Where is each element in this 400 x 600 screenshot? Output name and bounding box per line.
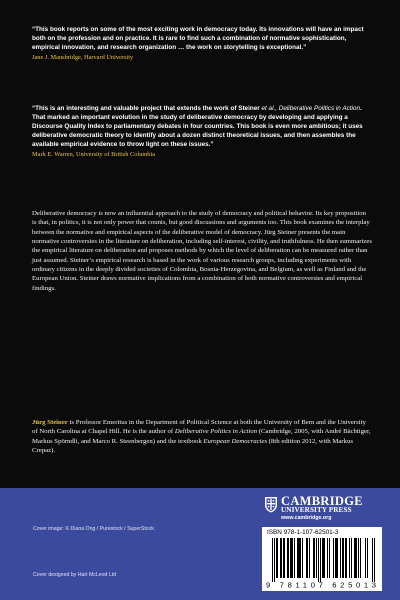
barcode-bar <box>337 538 338 578</box>
barcode-bar <box>374 538 375 582</box>
barcode-bar <box>302 538 303 578</box>
barcode-bar <box>313 538 314 578</box>
barcode-bar <box>367 538 368 578</box>
publisher-url: www.cambridge.org <box>281 515 332 521</box>
barcode-bar <box>342 538 343 578</box>
barcode-bar <box>355 538 356 578</box>
barcode-bar <box>343 538 344 578</box>
cover-image-credit: Cover image: © Diana Ong / Purestock / SuperStock. <box>33 526 156 532</box>
barcode-bar <box>324 538 325 578</box>
bio-text: is Professor Emeritus in the Department of Political Science at both the University of Bern and the University of North Carolina at Chapel Hill. He is the author of <box>32 419 366 436</box>
endorsement-attribution: Jane J. Mansbridge, Harvard University <box>32 54 134 62</box>
barcode-bar <box>287 538 288 578</box>
barcode-bar <box>280 538 281 578</box>
barcode-bar <box>340 538 341 578</box>
barcode-bar <box>284 538 285 578</box>
barcode-bar <box>288 538 289 578</box>
publisher-subtitle: UNIVERSITY PRESS <box>281 506 352 514</box>
barcode-bar <box>372 538 373 582</box>
barcode-bar <box>290 538 291 578</box>
endorsement-warren <box>32 104 372 160</box>
quote-book-title: et al., Deliberative Politics in Action <box>261 105 360 112</box>
endorsement-attribution: Mark E. Warren, University of British Columbia <box>32 151 156 159</box>
barcode-bar <box>354 538 355 578</box>
barcode-bar <box>281 538 282 578</box>
barcode-bar <box>349 538 350 578</box>
barcode-bar <box>294 538 295 578</box>
barcode-bar <box>300 538 301 578</box>
endorsement-quote <box>32 104 372 149</box>
endorsement-mansbridge <box>32 25 372 62</box>
quote-text: . That marked an important evolution in the study of deliberative democracy by developing and applying a Discourse Quality Index to parliamentary debates in four countries. This book is even more ambitious; it uses deliberative democratic theory to identify about a dozen distinct theoretical issues, and then assembles the available empirical evidence to throw light on these issues.” <box>32 105 363 149</box>
bio-book-title: European Democracies <box>203 437 268 445</box>
barcode-bar <box>276 538 277 578</box>
barcode-bar <box>272 538 273 582</box>
barcode-bar <box>322 538 323 578</box>
quote-text: “This is an interesting and valuable project that extends the work of Steiner <box>32 105 262 112</box>
crest-icon <box>264 496 278 513</box>
barcode-bar <box>365 538 366 578</box>
bio-book-title: Deliberative Politics in Action <box>174 428 258 436</box>
barcode-bar <box>318 538 319 582</box>
barcode-bar <box>283 538 284 578</box>
barcode-bar <box>356 538 357 578</box>
barcode-bar <box>291 538 292 578</box>
book-description: Deliberative democracy is now an influential approach to the study of democracy and political behavior. Its key proposition is that, in politics, it is not only power that counts, but good discussions and arguments too. This book examines the interplay between the normative and empirical aspects of the deliberative model of democracy. Jürg Steiner presents the main normative controversies in the literature on deliberation, including self-interest, civility, and truthfulness. He then summarizes the empirical literature on deliberation and proposes methods by which the level of deliberation can be measured rather than just assumed. Steiner’s empirical research is based in the work of various research groups, including experiments with ordinary citizens in the deeply divided societies of Colombia, Bosnia-Herzegovina, and Belgium, as well as Finland and the European Union. Steiner draws normative implications from a combination of both normative controversies and empirical findings. <box>32 210 372 292</box>
barcode-bar <box>298 538 299 578</box>
barcode-bar <box>345 538 346 578</box>
isbn-barcode <box>262 527 382 591</box>
barcode-bar <box>329 538 330 578</box>
barcode-bar <box>358 538 359 578</box>
barcode-bar <box>316 538 317 578</box>
barcode-bar <box>351 538 352 578</box>
barcode-bar <box>335 538 336 578</box>
barcode-bar <box>323 538 324 578</box>
barcode-bar <box>299 538 300 578</box>
barcode-bar <box>360 538 361 578</box>
barcode-bar <box>307 538 308 578</box>
barcode-digits: 9 781107 625013 <box>266 580 376 589</box>
barcode-bar <box>320 538 321 582</box>
barcode-bar <box>327 538 328 578</box>
author-bio <box>32 418 372 455</box>
barcode-bar <box>292 538 293 578</box>
cover-design-credit: Cover designed by Hart McLeod Ltd <box>33 572 117 578</box>
barcode-bar <box>314 538 315 578</box>
barcode-bar <box>306 538 307 578</box>
barcode-bar <box>346 538 347 578</box>
bio-text: (8th edition 2012, with Markus Crepaz). <box>32 437 353 455</box>
endorsement-quote: “This book reports on some of the most exciting work in democracy today. Its innovations will have an impact both on the profession and on practice. It is rare to find such a combination of normative sophistication, empirical innovation, and research organization … the work on storytelling is exceptional.” <box>32 26 364 52</box>
barcode-bars <box>266 538 378 589</box>
author-name: Jürg Steiner <box>32 419 68 426</box>
isbn-number: ISBN 978-1-107-62501-3 <box>267 529 339 536</box>
barcode-bar <box>336 538 337 578</box>
barcode-bar <box>277 538 278 578</box>
barcode-bar <box>297 538 298 578</box>
barcode-bar <box>274 538 275 582</box>
publisher-name: CAMBRIDGE <box>281 494 363 508</box>
bio-text: (Cambridge, 2005, with André Bächtiger, Markus Spörndli, and Marco R. Steenbergen) and the textbook <box>32 428 371 445</box>
barcode-bar <box>309 538 310 578</box>
barcode-bar <box>333 538 334 578</box>
